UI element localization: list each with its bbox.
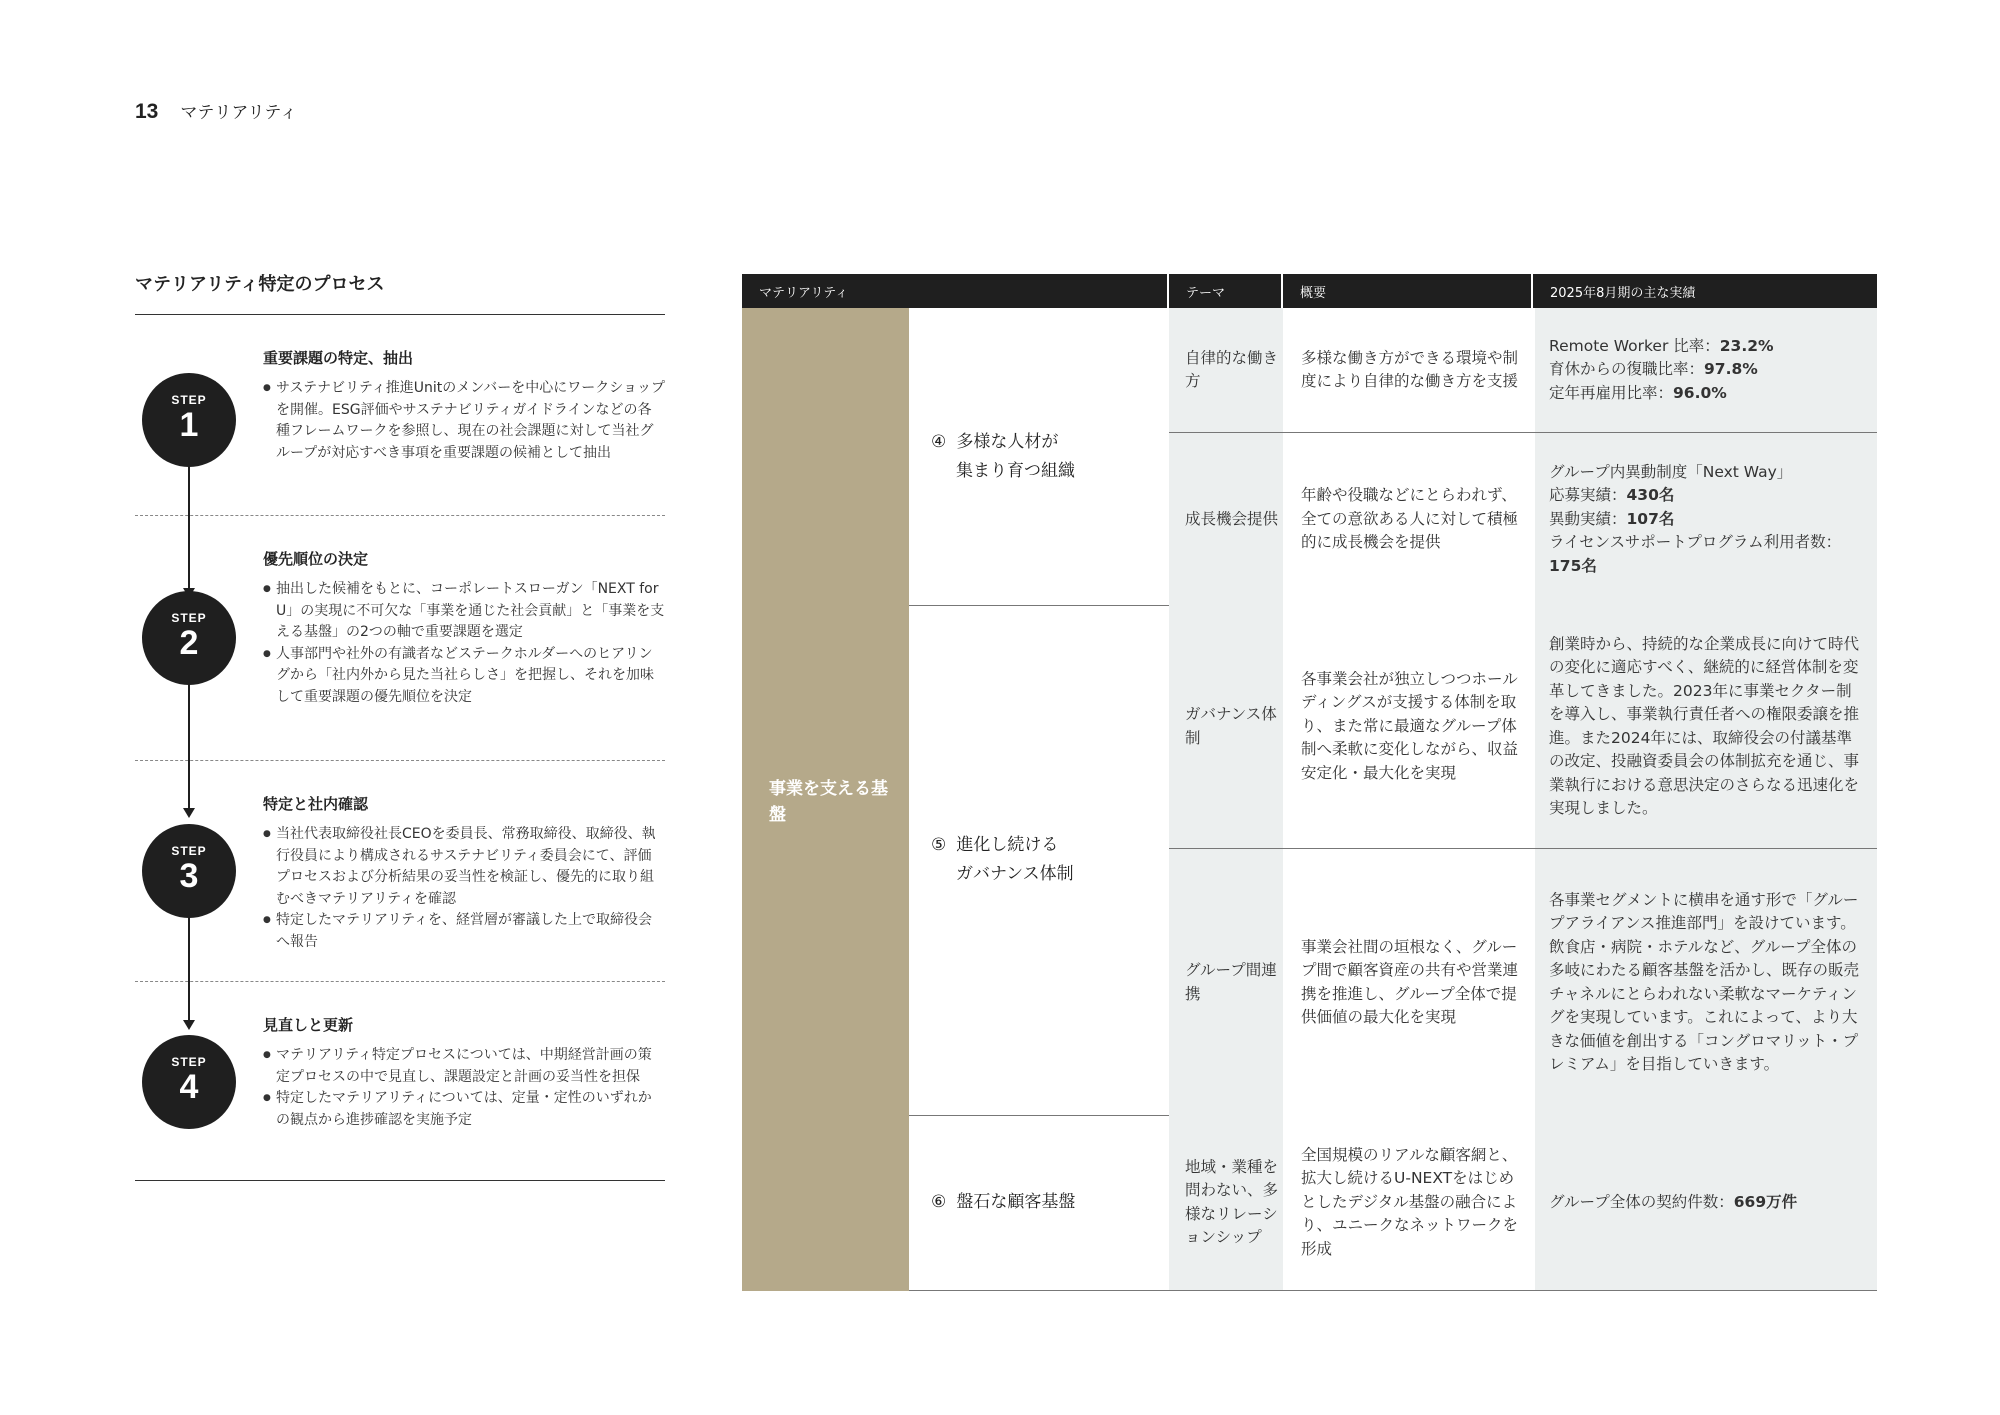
step-bullet: ● サステナビリティ推進Unitのメンバーを中心にワークショップを開催。ESG評価やサステナビリティガイドラインなどの各種フレームワークを参照し、現在の社会課題に対して当社グループが対応すべき事項を重要課題の候補として抽出 — [263, 378, 665, 464]
process-title: マテリアリティ特定のプロセス — [135, 270, 665, 315]
step-heading: 重要課題の特定、抽出 — [263, 349, 414, 367]
materiality-number: ④ — [931, 431, 947, 452]
table-row — [1169, 432, 1877, 606]
table-body — [742, 308, 1877, 1291]
step-number: 2 — [179, 624, 199, 662]
step-bullet: ● 当社代表取締役社長CEOを委員長、常務取締役、取締役、執行役員により構成されるサステナビリティ委員会にて、評価プロセスおよび分析結果の妥当性を検証し、優先的に取り組むべきマテリアリティを確認 — [263, 824, 665, 910]
process-panel — [135, 270, 665, 1181]
step-label: STEP — [171, 1055, 207, 1069]
results-cell: グループ内異動制度「Next Way」 応募実績：430名 異動実績：107名 ライセンスサポートプログラム利用者数： 175名 — [1533, 433, 1877, 606]
overview-cell: 年齢や役職などにとらわれず、全ての意欲ある人に対して積極的に成長機会を提供 — [1283, 433, 1533, 606]
step-heading: 見直しと更新 — [263, 1016, 354, 1034]
step-connector — [188, 905, 190, 1022]
materiality-name-line: ガバナンス体制 — [956, 864, 1074, 884]
results-cell: 創業時から、持続的な企業成長に向けて時代の変化に適応すべく、継続的に経営体制を変革してきました。2023年に事業セクター制を導入し、事業執行責任者への権限委譲を推進。また2024年には、取締役会の付議基準の改定、投融資委員会の体制拡充を通じ、事業執行における意思決定のさらなる迅速化を実現しました。 — [1533, 605, 1877, 848]
step-label: STEP — [171, 611, 207, 625]
results-cell: Remote Worker 比率：23.2% 育休からの復職比率：97.8% 定年再雇用比率：96.0% — [1533, 308, 1877, 432]
theme-cell: ガバナンス体制 — [1169, 605, 1283, 848]
materiality-row — [909, 605, 1877, 1116]
materiality-name-line: 進化し続ける — [956, 835, 1059, 855]
step-number: 4 — [179, 1068, 199, 1106]
step-bullet: ● 人事部門や社外の有識者などステークホルダーへのヒアリングから「社内外から見た当社らしさ」を把握し、それを加味して重要課題の優先順位を決定 — [263, 644, 665, 709]
step-heading: 特定と社内確認 — [263, 795, 369, 813]
step-number: 1 — [179, 406, 199, 444]
materiality-name — [909, 308, 1169, 605]
results-cell: 各事業セグメントに横串を通す形で「グループアライアンス推進部門」を設けています。飲食店・病院・ホテルなど、グループ全体の多岐にわたる顧客基盤を活かし、既存の販売チャネルにとらわれない柔軟なマーケティングを実現しています。これによって、より大きな価値を創出する「コングロマリット・プレミアム」を目指していきます。 — [1533, 849, 1877, 1116]
step-connector — [188, 465, 190, 590]
step-bullet: ● 抽出した候補をもとに、コーポレートスローガン「NEXT for U」の実現に不可欠な「事業を通じた社会貢献」と「事業を支える基盤」の2つの軸で重要課題を選定 — [263, 579, 665, 644]
header-overview: 概要 — [1283, 274, 1533, 308]
step-label: STEP — [171, 844, 207, 858]
step-badge — [142, 1035, 236, 1129]
step-1 — [135, 315, 665, 516]
materiality-name — [909, 605, 1169, 1115]
header-results: 2025年8月期の主な実績 — [1550, 285, 1696, 301]
section-title: マテリアリティ — [180, 103, 297, 123]
page-header — [135, 98, 297, 124]
overview-cell: 全国規模のリアルな顧客網と、拡大し続けるU-NEXTをはじめとしたデジタル基盤の融合により、ユニークなネットワークを形成 — [1283, 1115, 1533, 1290]
step-badge — [142, 591, 236, 685]
step-bullet: ● 特定したマテリアリティを、経営層が審議した上で取締役会へ報告 — [263, 910, 665, 953]
header-theme: テーマ — [1169, 274, 1283, 308]
step-4 — [135, 982, 665, 1181]
step-3 — [135, 761, 665, 982]
materiality-table — [742, 274, 1877, 1291]
table-row — [1169, 605, 1877, 848]
table-row — [1169, 848, 1877, 1116]
materiality-number: ⑤ — [931, 835, 947, 855]
overview-cell: 多様な働き方ができる環境や制度により自律的な働き方を支援 — [1283, 308, 1533, 432]
materiality-row — [909, 308, 1877, 606]
materiality-name-line: 盤石な顧客基盤 — [956, 1192, 1076, 1212]
overview-cell: 各事業会社が独立しつつホールディングスが支援する体制を取り、また常に最適なグループ体制へ柔軟に変化しながら、収益安定化・最大化を実現 — [1283, 605, 1533, 848]
theme-cell: 成長機会提供 — [1169, 433, 1283, 606]
category-cell — [742, 308, 909, 1291]
table-row — [1169, 1115, 1877, 1290]
arrow-down-icon — [183, 1020, 195, 1030]
arrow-down-icon — [183, 808, 195, 818]
table-header — [742, 274, 1877, 308]
overview-cell: 事業会社間の垣根なく、グループ間で顧客資産の共有や営業連携を推進し、グループ全体で提供価値の最大化を実現 — [1283, 849, 1533, 1116]
step-badge — [142, 373, 236, 467]
theme-cell: 地域・業種を問わない、多様なリレーションシップ — [1169, 1115, 1283, 1290]
step-2 — [135, 516, 665, 761]
table-row — [1169, 308, 1877, 432]
step-label: STEP — [171, 393, 207, 407]
theme-cell: 自律的な働き方 — [1169, 308, 1283, 432]
page-number: 13 — [135, 100, 159, 123]
theme-cell: グループ間連携 — [1169, 849, 1283, 1116]
step-list — [135, 315, 665, 1181]
step-bullet: ● マテリアリティ特定プロセスについては、中期経営計画の策定プロセスの中で見直し、課題設定と計画の妥当性を担保 — [263, 1045, 665, 1088]
materiality-name-line: 多様な人材が — [956, 431, 1059, 452]
materiality-name-line: 集まり育つ組織 — [956, 460, 1075, 481]
materiality-row — [909, 1115, 1877, 1291]
materiality-name — [909, 1115, 1169, 1290]
step-number: 3 — [179, 857, 199, 895]
materiality-number: ⑥ — [931, 1192, 947, 1212]
step-connector — [188, 675, 190, 810]
step-heading: 優先順位の決定 — [263, 550, 369, 568]
category-label: 事業を支える基盤 — [769, 779, 888, 825]
header-materiality: マテリアリティ — [742, 274, 1169, 308]
results-cell: グループ全体の契約件数：669万件 — [1533, 1115, 1877, 1290]
step-bullet: ● 特定したマテリアリティについては、定量・定性のいずれかの観点から進捗確認を実施予定 — [263, 1088, 665, 1131]
step-badge — [142, 824, 236, 918]
